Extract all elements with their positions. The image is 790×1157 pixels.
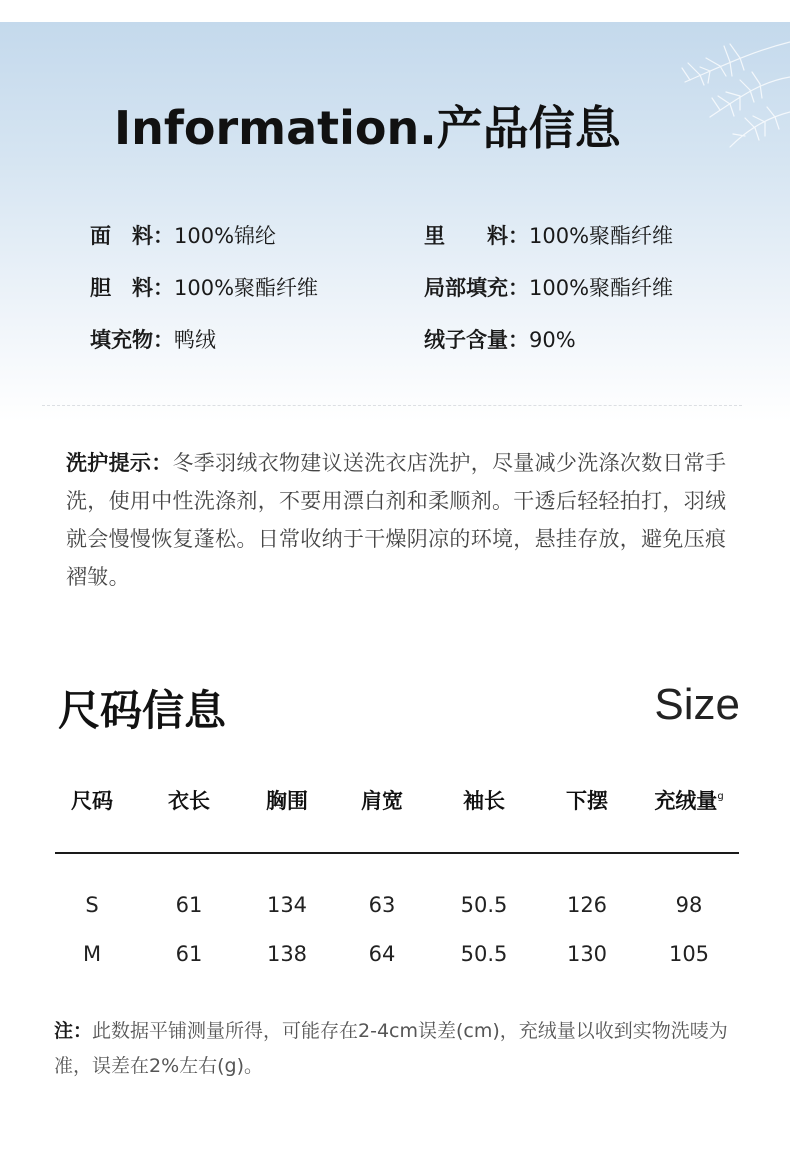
note-label: 注：: [54, 1020, 93, 1042]
column-header: 肩宽: [361, 789, 403, 813]
size-section-title-en: Size: [654, 680, 740, 729]
spec-label: 里 料：: [424, 224, 529, 248]
spec-label: 绒子含量：: [424, 328, 529, 352]
table-row: [55, 942, 739, 991]
note-text: 此数据平铺测量所得，可能存在2-4cm误差(cm)，充绒量以收到实物洗唛为准，误差在2%左右(g)。: [54, 1020, 728, 1077]
spec-item-filling: [90, 324, 216, 354]
column-header-fill: [639, 785, 739, 815]
table-cell: 50.5: [460, 893, 508, 917]
care-label: 洗护提示：: [66, 451, 173, 475]
column-header: 衣长: [168, 789, 210, 813]
table-header-divider: [55, 852, 739, 854]
table-cell: 126: [566, 893, 608, 917]
spec-label: 面 料：: [90, 224, 174, 248]
column-header: 胸围: [266, 789, 308, 813]
spec-label: 局部填充：: [424, 276, 529, 300]
table-cell: 105: [668, 942, 710, 966]
spec-value: 鸭绒: [174, 328, 216, 352]
table-cell: 138: [266, 942, 308, 966]
care-text: 冬季羽绒衣物建议送洗衣店洗护，尽量减少洗涤次数日常手洗，使用中性洗涤剂，不要用漂白剂和柔顺剂。干透后轻轻拍打，羽绒就会慢慢恢复蓬松。日常收纳于干燥阴凉的环境，悬挂存放，避免压痕褶皱。: [66, 451, 727, 589]
table-body: [55, 893, 739, 991]
table-cell: 61: [175, 893, 203, 917]
table-cell: S: [85, 893, 99, 917]
spec-item-lining: [424, 220, 673, 250]
page-title: Information.产品信息: [114, 101, 621, 155]
table-header-row: [55, 785, 739, 833]
table-cell: 130: [566, 942, 608, 966]
hero-banner: [0, 22, 790, 422]
table-cell: 63: [368, 893, 396, 917]
table-cell: 64: [368, 942, 396, 966]
column-header: 尺码: [71, 789, 113, 813]
spec-item-partial-fill: [424, 272, 673, 302]
table-cell: 98: [675, 893, 703, 917]
size-section-title: 尺码信息: [58, 686, 227, 735]
spec-item-down-content: [424, 324, 576, 354]
spec-label: 胆 料：: [90, 276, 174, 300]
spec-value: 90%: [529, 328, 576, 352]
spec-label: 填充物：: [90, 328, 174, 352]
spec-item-fabric: [90, 220, 276, 250]
column-header: 下摆: [566, 789, 608, 813]
table-cell: 50.5: [460, 942, 508, 966]
column-header: 袖长: [463, 789, 505, 813]
table-cell: M: [82, 942, 102, 966]
spec-item-inner: [90, 272, 318, 302]
spec-value: 100%聚酯纤维: [529, 276, 674, 300]
spec-value: 100%聚酯纤维: [529, 224, 674, 248]
unit-superscript: g: [717, 791, 724, 802]
spec-value: 100%锦纶: [174, 224, 277, 248]
table-row: [55, 893, 739, 942]
care-instructions: [66, 444, 746, 596]
table-cell: 134: [266, 893, 308, 917]
measurement-note: [54, 1014, 744, 1084]
section-divider: [42, 405, 742, 406]
table-cell: 61: [175, 942, 203, 966]
size-table: [55, 785, 739, 966]
column-header: 充绒量: [654, 789, 718, 813]
spec-value: 100%聚酯纤维: [174, 276, 319, 300]
